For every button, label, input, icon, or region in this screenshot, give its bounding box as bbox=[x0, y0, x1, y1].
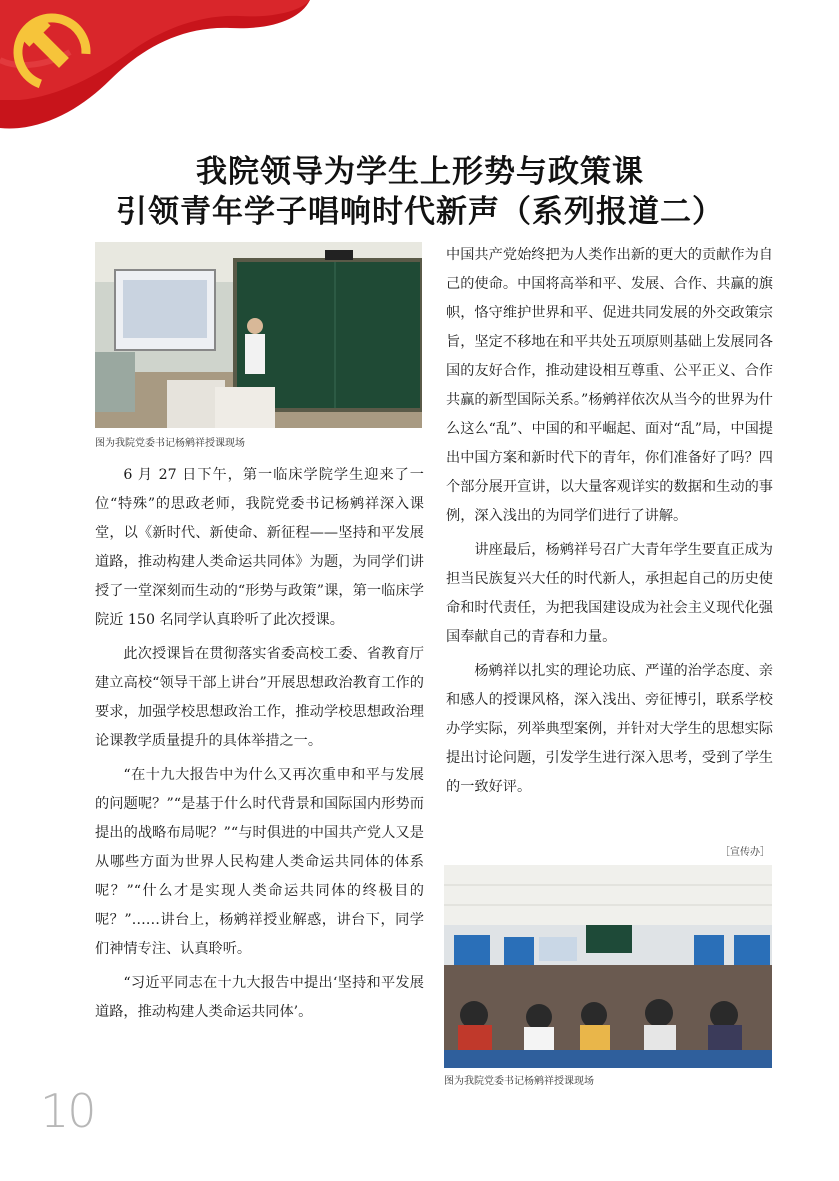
lecture-photo-2 bbox=[444, 865, 772, 1068]
paragraph: 杨鹓祥以扎实的理论功底、严谨的治学态度、亲和感人的授课风格，深入浅出、旁征博引，联系学校办学实际，列举典型案例，并针对大学生的思想实际提出讨论问题，引发学生进行深入思考，受到了学生的一致好评。 bbox=[446, 663, 773, 795]
paragraph: 讲座最后，杨鹓祥号召广大青年学生要直正成为担当民族复兴大任的时代新人，承担起自己的历史使命和时代责任，为把我国建设成为社会主义现代化强国奉献自己的青春和力量。 bbox=[446, 542, 773, 645]
paragraph: 6 月 27 日下午，第一临床学院学生迎来了一位“特殊”的思政老师，我院党委书记杨鹓祥深入课堂，以《新时代、新使命、新征程——坚持和平发展道路，推动构建人类命运共同体》为题，为同学们讲授了一堂深刻而生动的“形势与政策”课，第一临床学院近 150 名同学认真聆听了此次授课。 bbox=[95, 467, 424, 628]
photo1-caption: 图为我院党委书记杨鹓祥授课现场 bbox=[95, 438, 245, 449]
paragraph: 此次授课旨在贯彻落实省委高校工委、省教育厅建立高校“领导干部上讲台”开展思想政治教育工作的要求，加强学校思想政治工作，推动学校思想政治理论课教学质量提升的具体举措之一。 bbox=[95, 646, 424, 749]
article-title-line1: 我院领导为学生上形势与政策课 bbox=[196, 154, 644, 190]
paragraph: “习近平同志在十九大报告中提出‘坚持和平发展道路，推动构建人类命运共同体’。 bbox=[95, 975, 424, 1020]
article-source: ［宣传办］ bbox=[720, 847, 770, 858]
right-column bbox=[446, 241, 773, 807]
page-number: 10 bbox=[40, 1084, 95, 1138]
paragraph: “在十九大报告中为什么又再次重申和平与发展的问题呢？”“是基于什么时代背景和国际国内形势而提出的战略布局呢？”“与时俱进的中国共产党人又是从哪些方面为世界人民构建人类命运共同体的体系呢？”“什么才是实现人类命运共同体的终极目的呢？”……讲台上，杨鹓祥授业解惑，讲台下，同学们神情专注、认真聆听。 bbox=[95, 767, 424, 957]
paragraph: 中国共产党始终把为人类作出新的更大的贡献作为自己的使命。中国将高举和平、发展、合作、共赢的旗帜，恪守维护世界和平、促进共同发展的外交政策宗旨，坚定不移地在和平共处五项原则基础上发展同各国的友好合作，推动建设相互尊重、公平正义、合作共赢的新型国际关系。”杨鹓祥依次从当今的世界为什么这么“乱”、中国的和平崛起、面对“乱”局，中国提出中国方案和新时代下的青年，你们准备好了吗？四个部分展开宣讲，以大量客观详实的数据和生动的事例，深入浅出的为同学们进行了讲解。 bbox=[446, 247, 773, 524]
left-column bbox=[95, 461, 424, 1032]
party-flag-banner bbox=[0, 0, 310, 140]
lecture-photo-1 bbox=[95, 242, 422, 428]
photo2-caption: 图为我院党委书记杨鹓祥授课现场 bbox=[444, 1076, 594, 1087]
article-title-line2: 引领青年学子唱响时代新声（系列报道二） bbox=[116, 194, 724, 230]
